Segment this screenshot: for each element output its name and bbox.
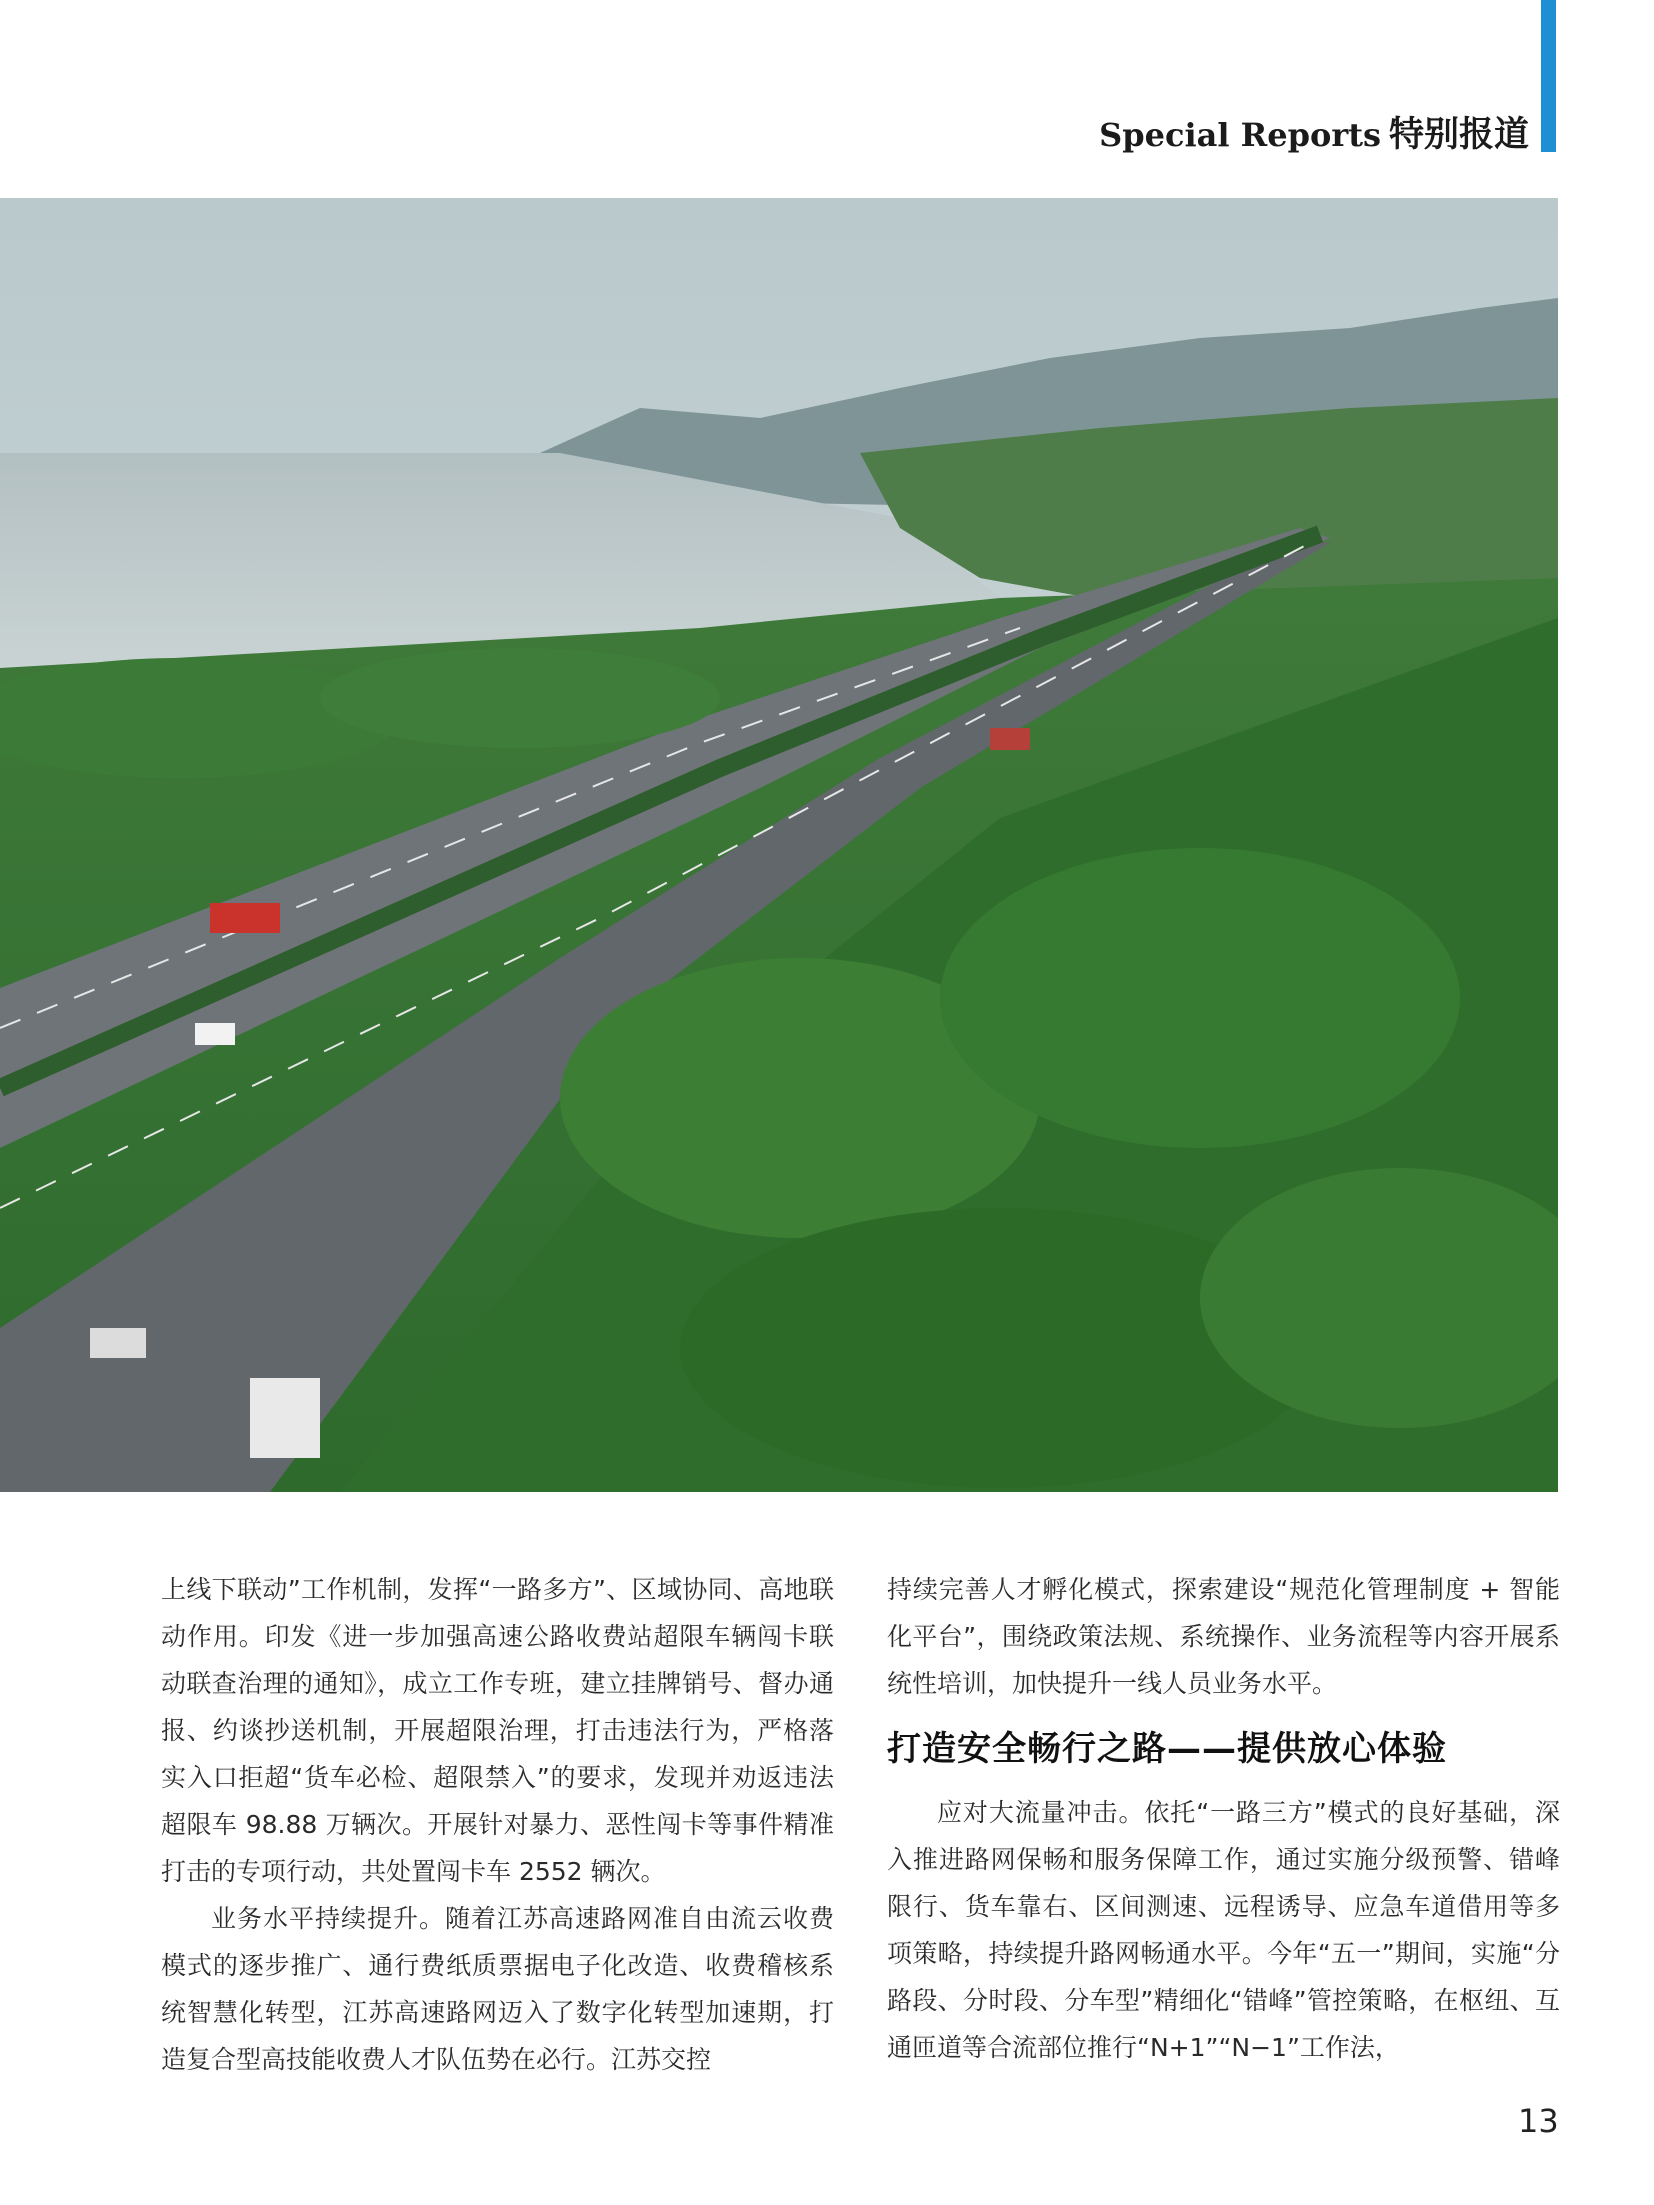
section-title-en: Special Reports (1099, 116, 1381, 154)
paragraph: 业务水平持续提升。随着江苏高速路网准自由流云收费模式的逐步推广、通行费纸质票据电子化改造、收费稽核系统智慧化转型，江苏高速路网迈入了数字化转型加速期，打造复合型高技能收费人才队伍势在必行。江苏交控 (161, 1904, 834, 2074)
page-number: 13 (1518, 2102, 1559, 2140)
accent-bar (1541, 0, 1556, 152)
highway-photo (0, 198, 1558, 1492)
left-column (161, 1566, 834, 2083)
right-column (887, 1566, 1560, 2071)
section-heading: 打造安全畅行之路——提供放心体验 (887, 1729, 1447, 1769)
section-header (1099, 113, 1529, 157)
paragraph: 持续完善人才孵化模式，探索建设“规范化管理制度 + 智能化平台”，围绕政策法规、系统操作、业务流程等内容开展系统性培训，加快提升一线人员业务水平。 (887, 1575, 1560, 1698)
paragraph: 上线下联动”工作机制，发挥“一路多方”、区域协同、高地联动作用。印发《进一步加强高速公路收费站超限车辆闯卡联动联查治理的通知》，成立工作专班，建立挂牌销号、督办通报、约谈抄送机制，开展超限治理，打击违法行为，严格落实入口拒超“货车必检、超限禁入”的要求，发现并劝返违法超限车 98.88 万辆次。开展针对暴力、恶性闯卡等事件精准打击的专项行动，共处置闯卡车 2552 辆次。 (161, 1575, 834, 1886)
section-title-cn: 特别报道 (1388, 115, 1529, 155)
paragraph: 应对大流量冲击。依托“一路三方”模式的良好基础，深入推进路网保畅和服务保障工作，通过实施分级预警、错峰限行、货车靠右、区间测速、远程诱导、应急车道借用等多项策略，持续提升路网畅通水平。今年“五一”期间，实施“分路段、分时段、分车型”精细化“错峰”管控策略，在枢纽、互通匝道等合流部位推行“N+1”“N−1”工作法， (887, 1798, 1560, 2062)
